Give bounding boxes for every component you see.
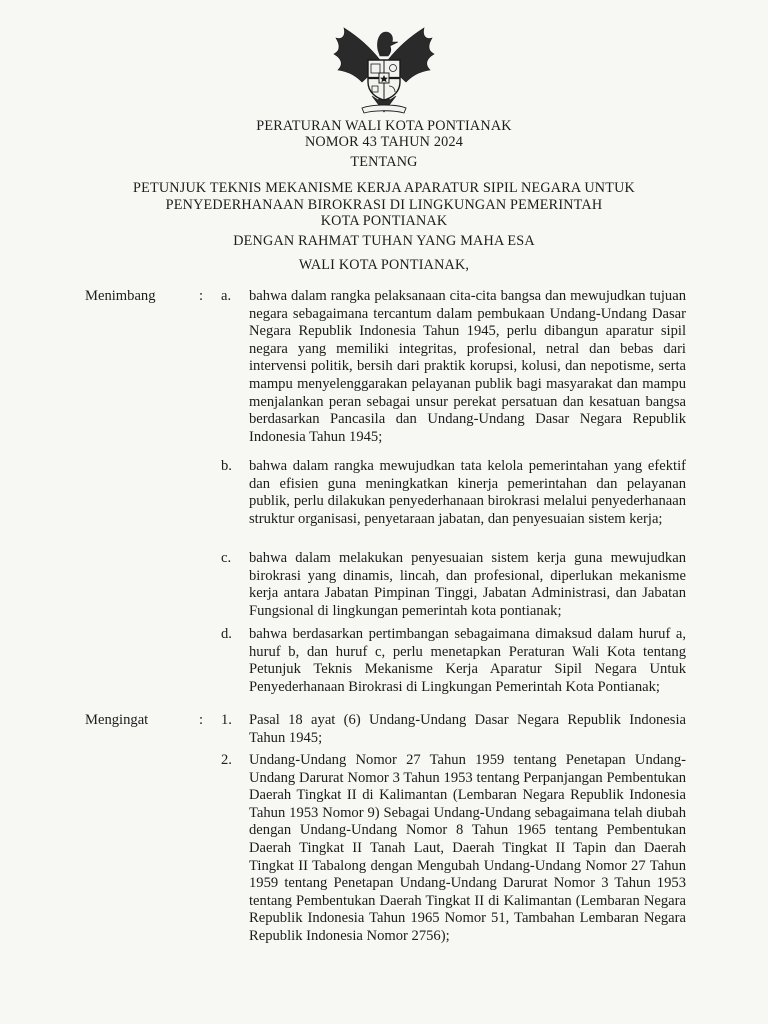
item-marker: a. (221, 288, 232, 304)
item-marker: 1. (221, 712, 232, 728)
item-marker: b. (221, 458, 232, 474)
item-marker: 2. (221, 752, 232, 768)
item-text: Undang-Undang Nomor 27 Tahun 1959 tentang Penetapan Undang-Undang Darurat Nomor 3 Tahun 1953 tentang Perpanjangan Pembentukan Daerah Tingkat II di Kalimantan (Lembaran Negara Republik Indonesia Tahun 1953 Nomor 9) Sebagai Undang-Undang sebagaimana telah diubah dengan Undang-Undang Nomor 8 Tahun 1965 tentang Pembentukan Daerah Tingkat II Tanah Laut, Daerah Tingkat II Tapin dan Daerah Tingkat II Tabalong dengan Mengubah Undang-Undang Nomor 27 Tahun 1959 tentang Penetapan Undang-Undang Darurat Nomor 3 Tahun 1953 tentang Pembentukan Daerah Tingkat II di Kalimantan (Lembaran Negara Republik Indonesia Tahun 1965 Nomor 51, Tambahan Lembaran Negara Republik Indonesia Nomor 2756); (249, 752, 686, 944)
item-text: bahwa berdasarkan pertimbangan sebagaimana dimaksud dalam huruf a, huruf b, dan huruf c, perlu menetapkan Peraturan Wali Kota tentang Petunjuk Teknis Mekanisme Kerja Aparatur Sipil Negara Untuk Penyederhanaan Birokrasi di Lingkungan Pemerintah Kota Pontianak; (249, 626, 686, 695)
title-line-1: PERATURAN WALI KOTA PONTIANAK (256, 118, 512, 134)
menimbang-colon: : (199, 288, 204, 304)
garuda-emblem-icon (332, 20, 436, 118)
mengingat-label: Mengingat (85, 712, 149, 728)
item-marker: c. (221, 550, 232, 566)
title-line-2: NOMOR 43 TAHUN 2024 (304, 134, 464, 150)
subject-line-3: KOTA PONTIANAK (320, 213, 448, 229)
item-text: bahwa dalam melakukan penyesuaian sistem kerja guna mewujudkan birokrasi yang dinamis, lincah, dan profesional, diperlukan mekanisme kerja antara Jabatan Pimpinan Tinggi, Jabatan Administrasi, dan Jabatan Fungsional di lingkungan pemerintah kota pontianak; (249, 550, 686, 619)
subject-line-1: PETUNJUK TEKNIS MEKANISME KERJA APARATUR SIPIL NEGARA UNTUK (133, 180, 635, 196)
item-marker: d. (221, 626, 232, 642)
item-text: bahwa dalam rangka pelaksanaan cita-cita bangsa dan mewujudkan tujuan negara sebagaimana tercantum dalam pembukaan Undang-Undang Dasar Negara Republik Indonesia Tahun 1945, perlu dibangun aparatur sipil negara yang memiliki integritas, profesional, netral dan bebas dari intervensi politik, bersih dari praktik korupsi, kolusi, dan nepotisme, serta mampu menyelenggarakan pelayanan publik bagi masyarakat dan mampu menjalankan peran sebagai unsur perekat persatuan dan kesatuan bangsa berdasarkan Pancasila dan Undang-Undang Dasar Negara Republik Indonesia Tahun 1945; (249, 288, 686, 445)
regulation-title (0, 118, 768, 150)
regulation-subject (0, 180, 768, 230)
item-text: bahwa dalam rangka mewujudkan tata kelola pemerintahan yang efektif dan efisien guna meningkatkan kinerja pemerintahan dan pelayanan publik, perlu dilakukan penyederhanaan birokrasi melalui penyederhanaan struktur organisasi, penyetaraan jabatan, dan penyesuaian sistem kerja; (249, 458, 686, 527)
menimbang-label: Menimbang (85, 288, 156, 304)
blessing-line: DENGAN RAHMAT TUHAN YANG MAHA ESA (233, 233, 535, 249)
item-text: Pasal 18 ayat (6) Undang-Undang Dasar Negara Republik Indonesia Tahun 1945; (249, 712, 686, 746)
subject-line-2: PENYEDERHANAAN BIROKRASI DI LINGKUNGAN PEMERINTAH (165, 196, 603, 213)
tentang-heading: TENTANG (350, 154, 418, 170)
mengingat-colon: : (199, 712, 204, 728)
authority-line: WALI KOTA PONTIANAK, (298, 257, 470, 273)
